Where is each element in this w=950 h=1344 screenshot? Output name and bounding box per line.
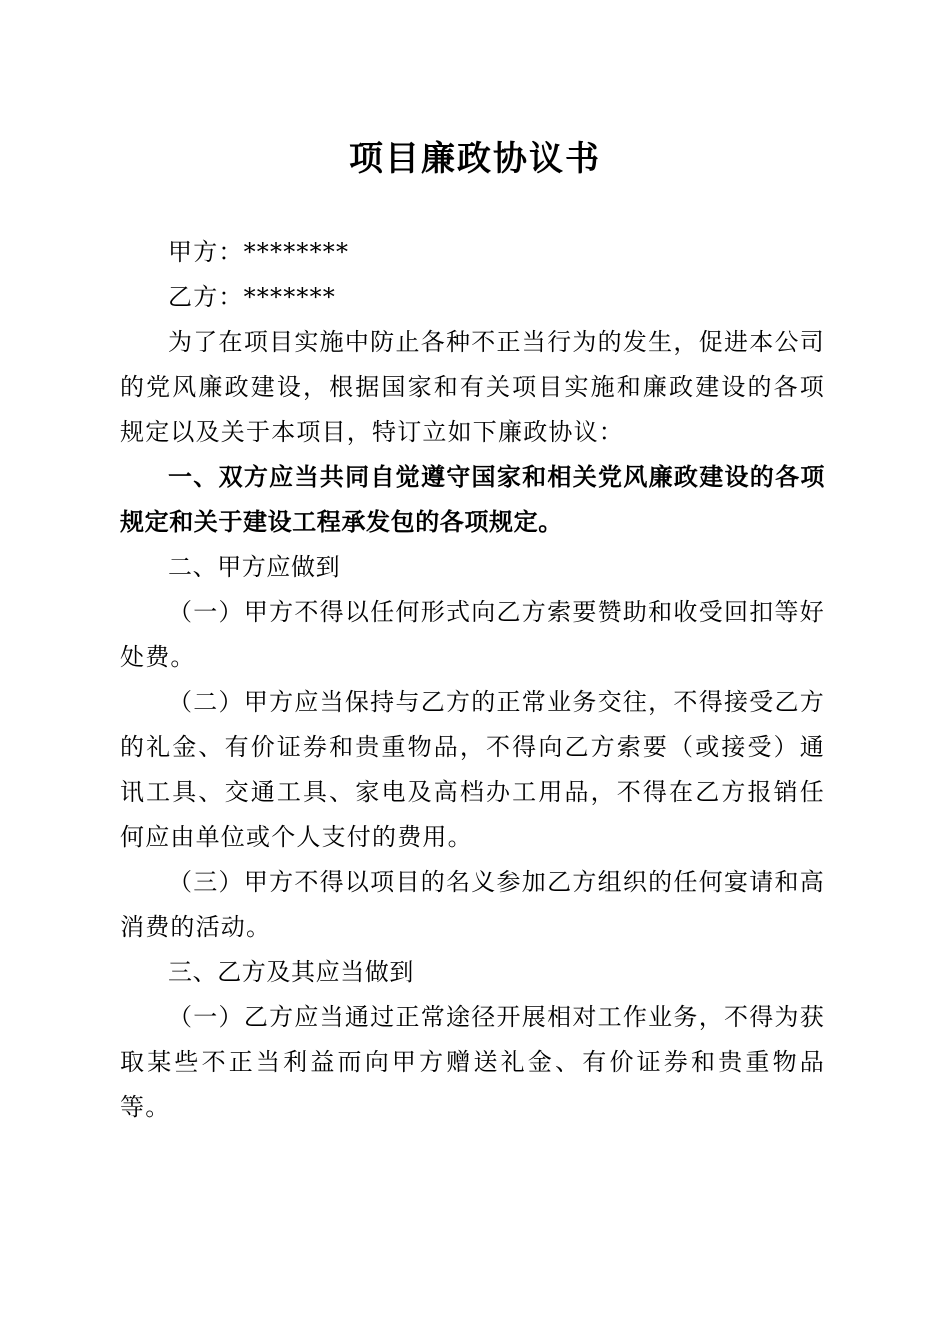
document-body bbox=[120, 230, 825, 1130]
section-2-heading: 二、甲方应做到 bbox=[168, 553, 341, 581]
section-2-item-2: （二）甲方应当保持与乙方的正常业务交往，不得接受乙方的礼金、有价证券和贵重物品，不得向乙方索要（或接受）通讯工具、交通工具、家电及高档办工用品，不得在乙方报销任何应由单位或个人支付的费用。 bbox=[120, 688, 825, 851]
section-2-item-1: （一）甲方不得以任何形式向乙方索要赞助和收受回扣等好处费。 bbox=[120, 598, 825, 671]
section-3-heading: 三、乙方及其应当做到 bbox=[168, 958, 414, 986]
party-a-line: 甲方：******** bbox=[168, 238, 350, 266]
section-1-paragraph: 一、双方应当共同自觉遵守国家和相关党风廉政建设的各项规定和关于建设工程承发包的各项规定。 bbox=[120, 463, 825, 536]
document-title: 项目廉政协议书 bbox=[349, 139, 601, 179]
intro-paragraph: 为了在项目实施中防止各种不正当行为的发生，促进本公司的党风廉政建设，根据国家和有关项目实施和廉政建设的各项规定以及关于本项目，特订立如下廉政协议： bbox=[120, 328, 825, 446]
section-2-item-3: （三）甲方不得以项目的名义参加乙方组织的任何宴请和高消费的活动。 bbox=[120, 868, 825, 941]
section-3-item-1: （一）乙方应当通过正常途径开展相对工作业务，不得为获取某些不正当利益而向甲方赠送礼金、有价证券和贵重物品等。 bbox=[120, 1003, 825, 1121]
party-b-line: 乙方：******* bbox=[168, 283, 336, 311]
